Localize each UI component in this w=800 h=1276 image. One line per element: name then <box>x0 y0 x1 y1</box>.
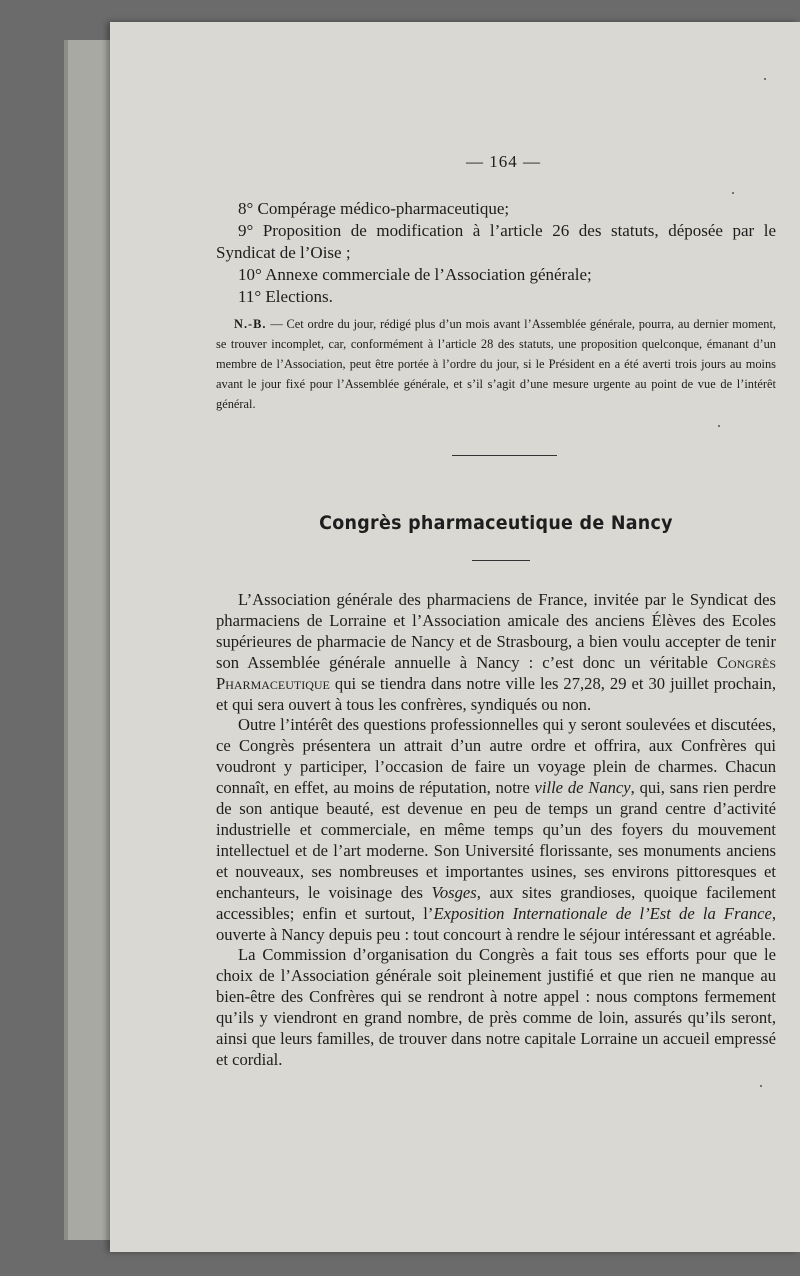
section-title: Congrès pharmaceutique de Nancy <box>319 512 673 534</box>
paper-speck <box>718 425 720 427</box>
paragraph-text: L’Association générale des pharmaciens de France, invitée par le Syndicat des pharmaciens de Lorraine et l’Association amicale des anciens Élèves des Ecoles supérieures de pharmacie de Nancy et de Strasbourg, a bien voulu accepter de tenir son Assemblée générale annuelle à Nancy : c’est donc un véritable <box>216 590 776 672</box>
agenda-item: 9° Proposition de modification à l’article 26 des statuts, déposée par le Syndicat de l’Oise ; <box>216 221 776 262</box>
paragraph-text: , aux sites grandioses, quoique facilement accessibles; enfin et surtout, l’ <box>216 882 776 923</box>
nota-bene-lead: N.-B. <box>234 317 267 331</box>
paragraph-text: , ouverte à Nancy depuis peu : tout concourt à rendre le séjour intéressant et agréable. <box>216 903 777 944</box>
agenda-list <box>216 198 776 308</box>
paragraph-text: Outre l’intérêt des questions professionnelles qui y seront soulevées et discutées, ce Congrès présentera un attrait d’un autre ordre et offrira, aux Confrères qui voudront y participer, l’occasion de faire un voyage plein de charmes. Chacun connaît, en effet, au moins de réputation, notre <box>216 715 776 798</box>
section-divider-top <box>452 455 557 456</box>
agenda-item: 8° Compérage médico-pharmaceutique; <box>238 199 510 218</box>
paper-speck <box>760 1085 762 1087</box>
paragraph-text: qui se tiendra dans notre ville les 27,28, 29 et 30 juillet prochain, et qui sera ouvert à tous les confrères, syndiqués ou non. <box>216 673 776 714</box>
italic-text: Vosges <box>431 882 477 902</box>
nota-bene <box>216 314 776 414</box>
page-number: — 164 — <box>466 152 541 171</box>
agenda-item: 11° Elections. <box>238 287 333 306</box>
paragraph-text: , qui, sans rien perdre de son antique beauté, est devenue en peu de temps un grand centre d’activité industrielle et commerciale, en même temps qu’un des foyers du mouvement intellectuel et de l’art moderne. Son Université florissante, ses monuments anciens et nouveaux, ses nombreuses et importantes usines, ses environs pittoresques et enchanteurs, le voisinage des <box>216 778 776 902</box>
agenda-item: 10° Annexe commerciale de l’Association générale; <box>238 265 592 284</box>
article-body <box>216 590 776 1071</box>
section-divider-bottom <box>472 560 530 561</box>
congress-name: Congrès Pharmaceutique <box>216 652 776 693</box>
nota-bene-text: — Cet ordre du jour, rédigé plus d’un mois avant l’Assemblée générale, pourra, au dernier moment, se trouver incomplet, car, conformément à l’article 28 des statuts, une proposition quelconque, émanant d’un membre de l’Association, peut être portée à l’ordre du jour, si le Président en a été averti trois jours au moins avant le jour fixé pour l’Assemblée générale, et s’il s’agit d’une mesure urgente au point de vue de l’intérêt général. <box>216 317 776 411</box>
paragraph: La Commission d’organisation du Congrès a fait tous ses efforts pour que le choix de l’Association générale soit pleinement justifié et que rien ne manque au bien-être des Confrères qui se rendront à notre appel : nous comptons fermement qu’ils y viendront en grand nombre, de près comme de loin, assurés qu’ils seront, ainsi que leurs familles, de trouver dans notre capitale Lorraine un accueil empressé et cordial. <box>216 945 776 1069</box>
paragraph <box>216 590 776 715</box>
paper-speck <box>732 192 734 194</box>
paragraph <box>216 715 776 945</box>
italic-text: Exposition Internationale de l’Est de la France <box>433 903 772 923</box>
document-page <box>110 22 800 1252</box>
italic-text: ville de Nancy <box>534 778 631 798</box>
paper-speck <box>764 78 766 80</box>
